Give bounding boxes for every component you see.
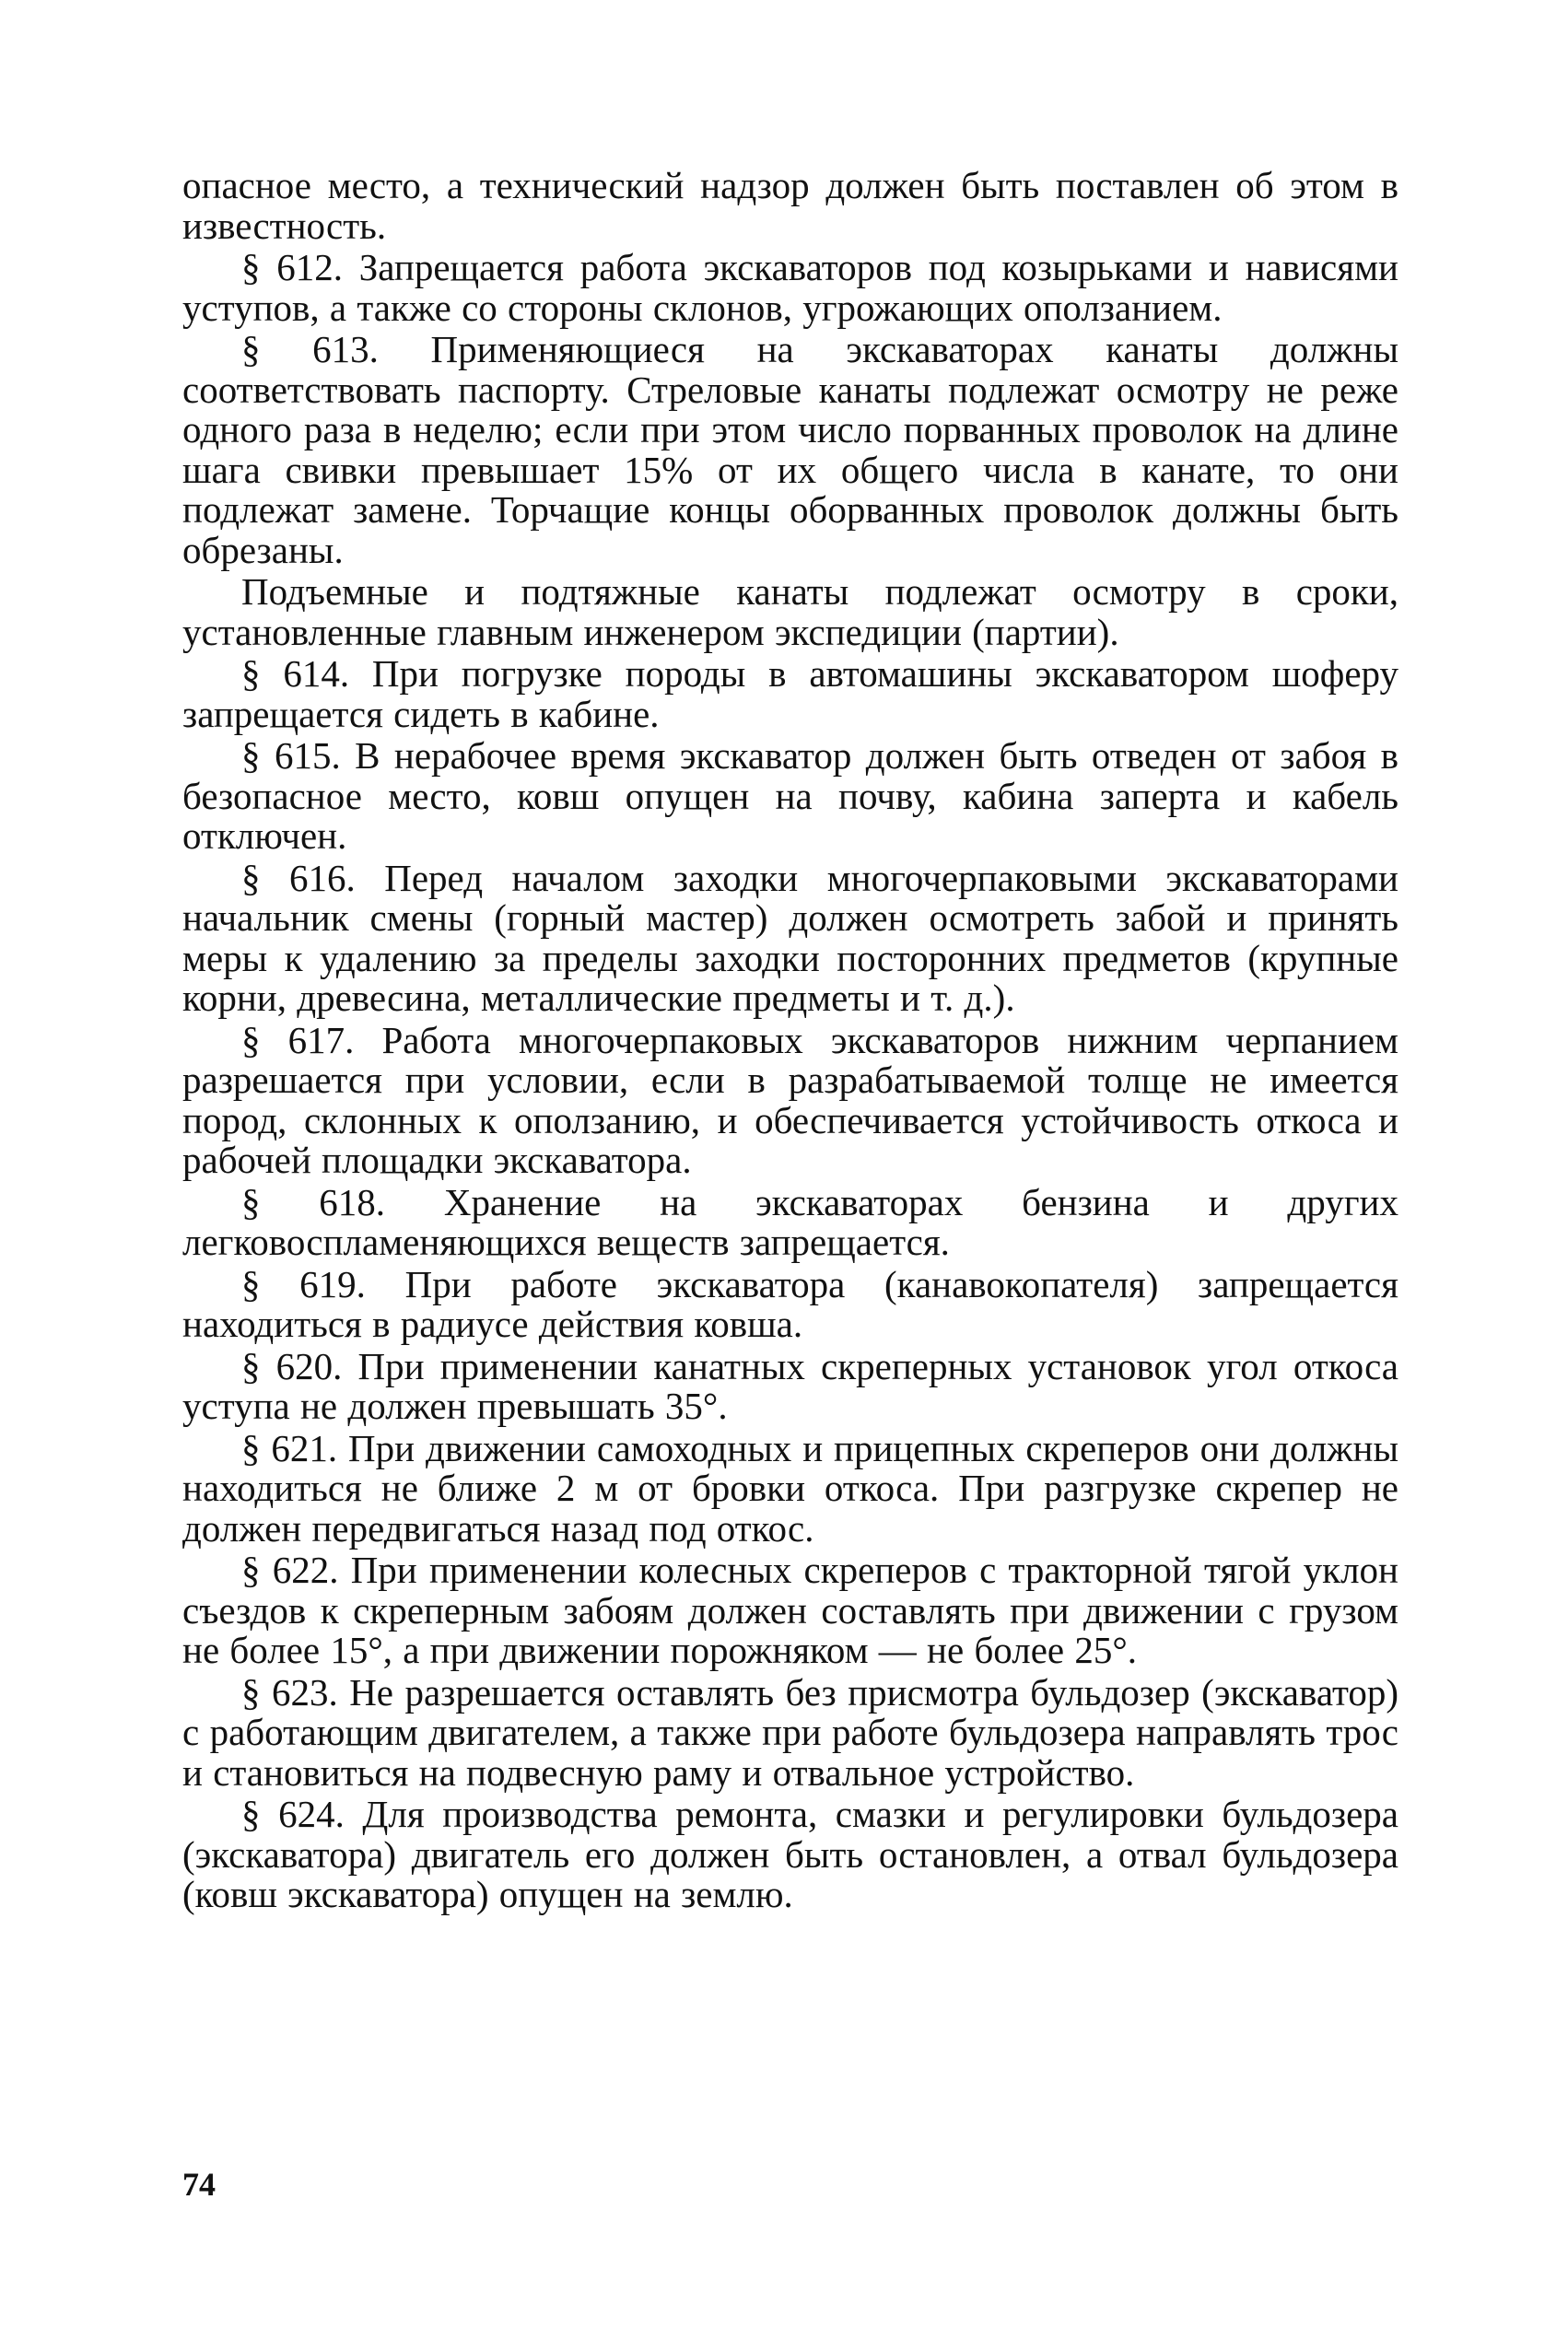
paragraph-621: § 621. При движении самоходных и прицепных скреперов они должны находиться не ближе 2 м от бровки откоса. При разгрузке скрепер не должен передвигаться назад под откос. <box>182 1426 1398 1550</box>
page-text <box>182 166 1398 1915</box>
paragraph-612: § 612. Запрещается работа экскаваторов под козырьками и нависями уступов, а также со стороны склонов, угрожающих оползанием. <box>182 246 1398 329</box>
paragraph-619: § 619. При работе экскаватора (канавокопателя) запрещается находиться в радиусе действия ковша. <box>182 1262 1398 1345</box>
paragraph-614: § 614. При погрузке породы в автомашины экскаватором шоферу запрещается сидеть в кабине. <box>182 652 1398 735</box>
paragraph-623: § 623. Не разрешается оставлять без присмотра бульдозер (экскаватор) с работающим двигателем, а также при работе бульдозера направлять трос и становиться на подвесную раму и отвальное устройство. <box>182 1670 1398 1794</box>
paragraph-622: § 622. При применении колесных скреперов с тракторной тягой уклон съездов к скреперным забоям должен составлять при движении с грузом не более 15°, а при движении порожняком — не более 25°. <box>182 1549 1398 1671</box>
paragraph-618: § 618. Хранение на экскаваторах бензина и других легковоспламеняющихся веществ запрещается. <box>182 1180 1398 1263</box>
paragraph-624: § 624. Для производства ремонта, смазки и регулировки бульдозера (экскаватора) двигатель его должен быть остановлен, а отвал бульдозера (ковш экскаватора) опущен на землю. <box>182 1793 1398 1915</box>
paragraph-617: § 617. Работа многочерпаковых экскаваторов нижним черпанием разрешается при условии, если в разрабатываемой толще не имеется пород, склонных к оползанию, и обеспечивается устойчивость откоса и рабочей площадки экскаватора. <box>182 1018 1398 1181</box>
paragraph-continuation: опасное место, а технический надзор должен быть поставлен об этом в известность. <box>182 164 1398 247</box>
paragraph-616: § 616. Перед началом заходки многочерпаковыми экскаваторами начальник смены (горный мастер) должен осмотреть забой и принять меры к удалению за пределы заходки посторонних предметов (крупные корни, древесина, металлические предметы и т. д.). <box>182 856 1398 1019</box>
paragraph-613: § 613. Применяющиеся на экскаваторах канаты должны соответствовать паспорту. Стреловые канаты подлежат осмотру не реже одного раза в неделю; если при этом число порванных проволок на длине шага свивки превышает 15% от их общего числа в канате, то они подлежат замене. Торчащие концы оборванных проволок должны быть обрезаны. <box>182 328 1398 571</box>
paragraph-620: § 620. При применении канатных скреперных установок угол откоса уступа не должен превышать 35°. <box>182 1344 1398 1427</box>
paragraph-615: § 615. В нерабочее время экскаватор должен быть отведен от забоя в безопасное место, ковш опущен на почву, кабина заперта и кабель отключен. <box>182 734 1398 857</box>
page-number: 74 <box>182 2166 216 2203</box>
paragraph-613-ropes: Подъемные и подтяжные канаты подлежат осмотру в сроки, установленные главным инженером экспедиции (партии). <box>182 570 1398 653</box>
